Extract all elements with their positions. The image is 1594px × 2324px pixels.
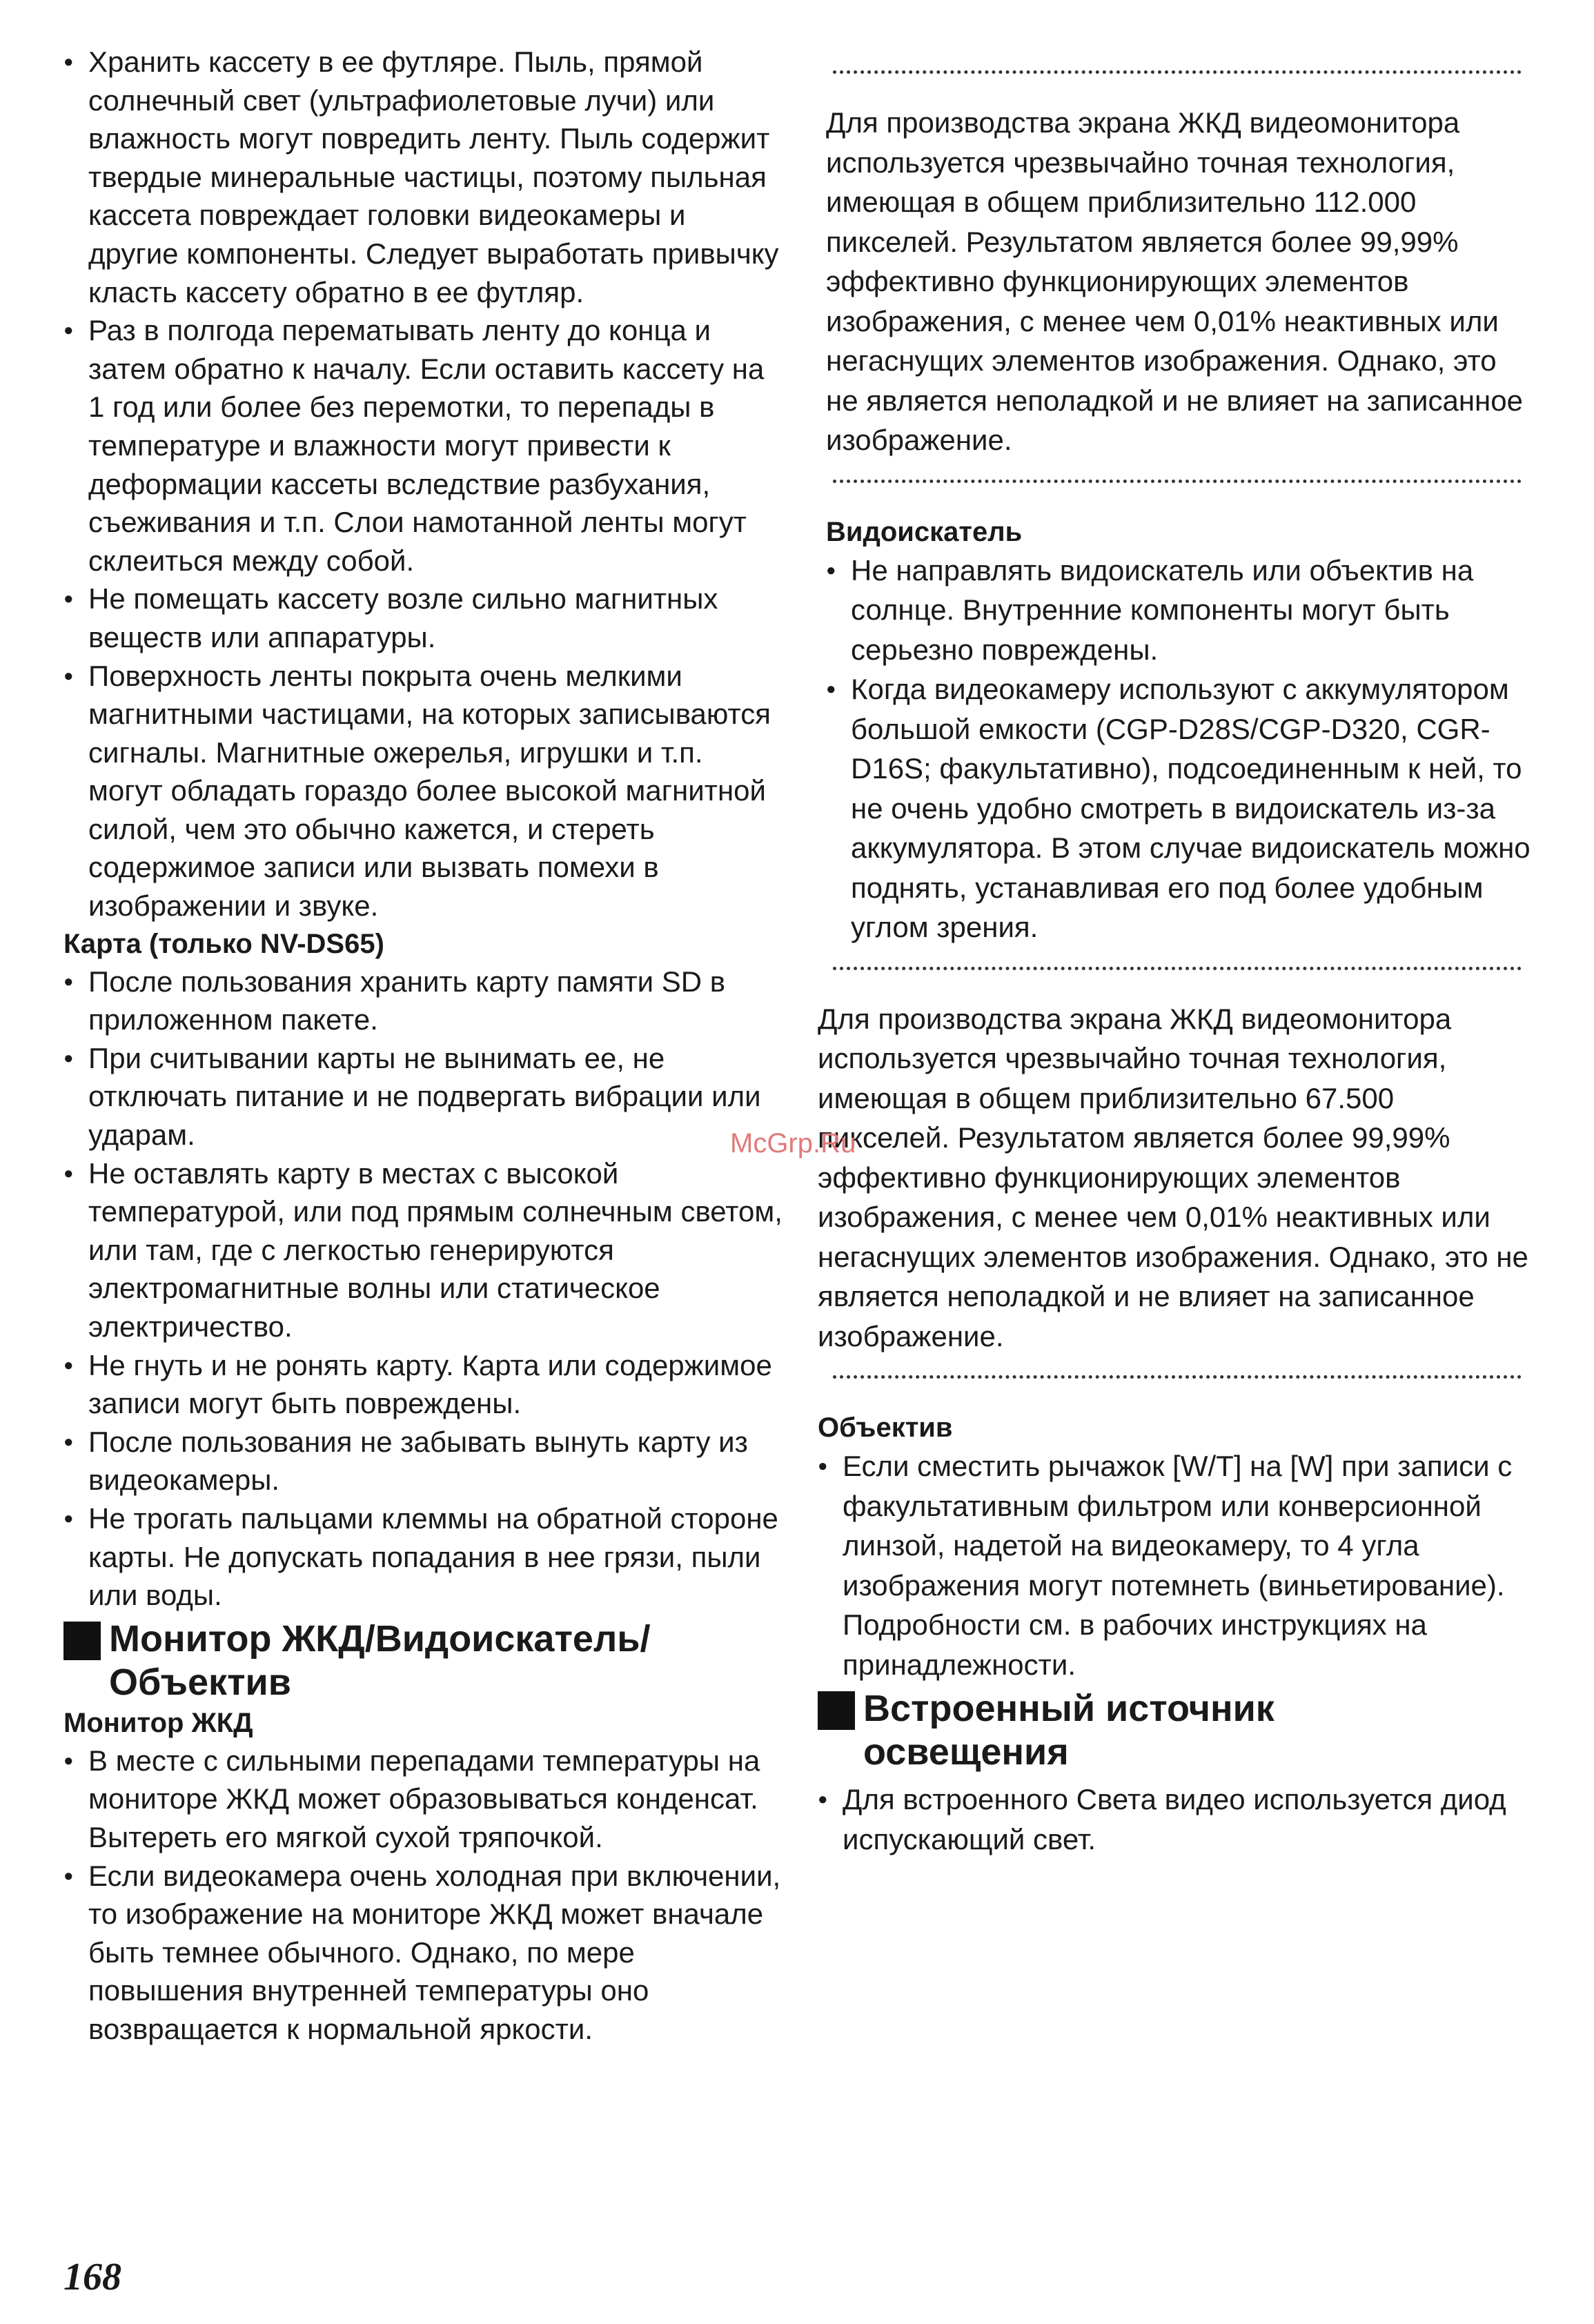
card-bullet-list [63, 963, 785, 1615]
list-item: ● Не оставлять карту в местах с высокой температурой, или под прямым солнечным светом, или там, где с легкостью генерируются электромагнитные волны или статическое электричество. [63, 1154, 785, 1346]
left-column [63, 43, 785, 2049]
lcd-pixel-note: Для производства экрана ЖКД видеомонитора используется чрезвычайно точная технология, имеющая в общем приблизительно 112.000 пикселей. Результатом является более 99,99% эффективно функционирующих элементов изображения, с менее чем 0,01% неактивных или негаснущих элементов изображения. Однако, это не является неполадкой и не влияет на записанное изображение. [826, 106, 1523, 456]
list-item: ● После пользования не забывать вынуть карту из видеокамеры. [63, 1423, 785, 1499]
viewfinder-pixel-note: Для производства экрана ЖКД видеомонитора используется чрезвычайно точная технология, имеющая в общем приблизительно 67.500 пикселей. Результатом является более 99,99% эффективно функционирующих элементов изображения, с менее чем 0,01% неактивных или негаснущих элементов изображения. Однако, это не является неполадкой и не влияет на записанное изображение. [818, 1002, 1528, 1352]
list-item: ● Хранить кассету в ее футляре. Пыль, прямой солнечный свет (ультрафиолетовые лучи) или влажность могут повредить ленту. Пыль содержит твердые минеральные частицы, поэтому пыльная кассета повреждает головки видеокамеры и другие компоненты. Следует выработать привычку класть кассету обратно в ее футляр. [63, 43, 781, 311]
list-item: ● Для встроенного Света видео используется диод испускающий свет. [818, 1780, 1532, 1859]
right-column [818, 43, 1532, 1859]
cassette-bullet-list [63, 43, 781, 925]
dotted-divider [833, 967, 1522, 970]
page-number: 168 [63, 2256, 121, 2298]
section-title-builtin-light: Встроенный источник освещения [818, 1687, 1388, 1774]
dotted-divider [833, 70, 1522, 74]
viewfinder-bullet-list [818, 551, 1532, 947]
list-item: ● Не направлять видоискатель или объектив на солнце. Внутренние компоненты могут быть серьезно повреждены. [826, 551, 1532, 670]
list-item: ● В месте с сильными перепадами температуры на мониторе ЖКД может образовываться конденсат. Вытереть его мягкой сухой тряпочкой. [63, 1742, 781, 1857]
watermark: McGrp.Ru [730, 1128, 856, 1159]
lcd-heading: Монитор ЖКД [63, 1707, 253, 1738]
card-heading: Карта (только NV-DS65) [63, 928, 384, 959]
list-item: ● При считывании карты не вынимать ее, не отключать питание и не подвергать вибрации или ударам. [63, 1039, 785, 1154]
list-item: ● Поверхность ленты покрыта очень мелкими магнитными частицами, на которых записываются сигналы. Магнитные ожерелья, игрушки и т.п. могут обладать гораздо более высокой магнитной силой, чем это обычно кажется, и стереть содержимое записи или вызвать помехи в изображении и звуке. [63, 657, 781, 925]
list-item: ● Если видеокамера очень холодная при включении, то изображение на мониторе ЖКД может вначале быть темнее обычного. Однако, по мере повышения внутренней температуры оно возвращается к нормальной яркости. [63, 1857, 781, 2049]
dotted-divider [833, 480, 1522, 483]
list-item: ● После пользования хранить карту памяти SD в приложенном пакете. [63, 963, 785, 1039]
list-item: ● Не помещать кассету возле сильно магнитных веществ или аппаратуры. [63, 580, 781, 656]
lcd-bullet-list [63, 1742, 781, 2049]
dotted-divider [833, 1375, 1522, 1379]
list-item: ● Раз в полгода перематывать ленту до конца и затем обратно к началу. Если оставить кассету на 1 год или более без перемотки, то перепады в температуре и влажности могут привести к деформации кассеты вследствие разбухания, съеживания и т.п. Слои намотанной ленты могут склеиться между собой. [63, 311, 781, 580]
light-bullet-list [818, 1780, 1532, 1859]
lens-bullet-list [818, 1446, 1532, 1684]
section-title-lcd-viewfinder-lens: Монитор ЖКД/Видоискатель/ Объектив [63, 1617, 771, 1704]
viewfinder-heading: Видоискатель [826, 516, 1023, 547]
list-item: ● Если сместить рычажок [W/T] на [W] при записи с факультативным фильтром или конверсионной линзой, надетой на видеокамеру, то 4 угла изображения могут потемнеть (виньетирование). Подробности см. в рабочих инструкциях на принадлежности. [818, 1446, 1532, 1684]
list-item: ● Не трогать пальцами клеммы на обратной стороне карты. Не допускать попадания в нее грязи, пыли или воды. [63, 1499, 785, 1615]
list-item: ● Не гнуть и не ронять карту. Карта или содержимое записи могут быть повреждены. [63, 1346, 785, 1423]
lens-heading: Объектив [818, 1412, 953, 1443]
list-item: ● Когда видеокамеру используют с аккумулятором большой емкости (CGP-D28S/CGP-D320, CGR-D16S; факультативно), подсоединенным к ней, то не очень удобно смотреть в видоискатель из-за аккумулятора. В этом случае видоискатель можно поднять, устанавливая его под более удобным углом зрения. [826, 669, 1532, 947]
